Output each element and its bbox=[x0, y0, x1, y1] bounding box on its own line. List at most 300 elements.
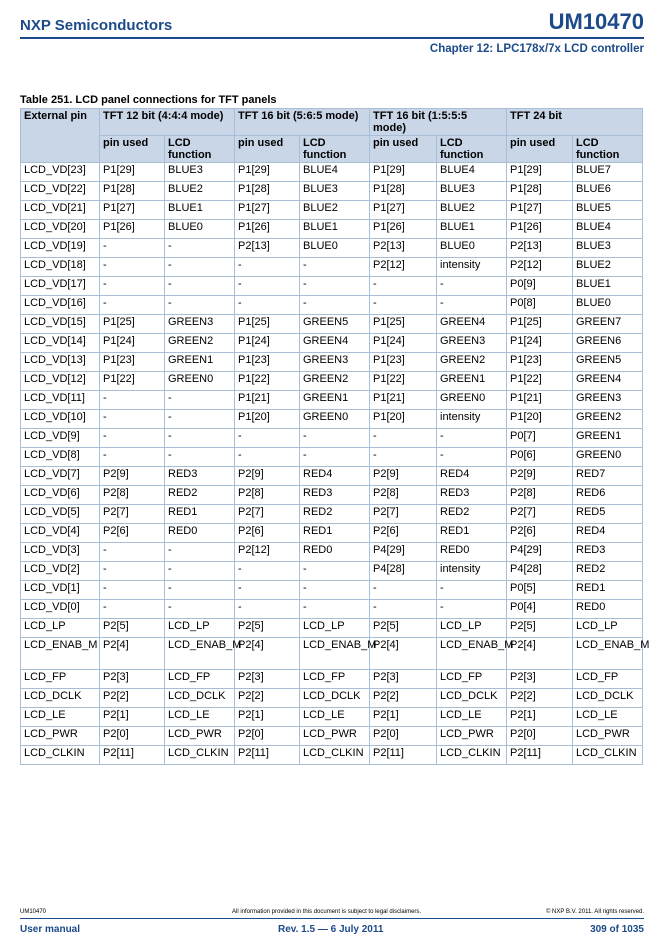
lcd-function-cell: RED1 bbox=[300, 524, 370, 543]
lcd-function-cell: GREEN1 bbox=[165, 353, 235, 372]
lcd-function-cell: LCD_LE bbox=[573, 708, 643, 727]
document-id: UM10470 bbox=[548, 9, 644, 34]
pin-used-cell: P0[8] bbox=[507, 296, 573, 315]
pin-used-cell: P2[7] bbox=[235, 505, 300, 524]
pin-used-cell: P1[27] bbox=[100, 201, 165, 220]
lcd-function-cell: LCD_FP bbox=[165, 670, 235, 689]
lcd-function-cell: GREEN2 bbox=[300, 372, 370, 391]
pin-used-cell: P2[11] bbox=[370, 746, 437, 765]
pin-used-cell: P2[3] bbox=[370, 670, 437, 689]
table-row bbox=[21, 410, 643, 429]
pin-used-cell: P2[11] bbox=[507, 746, 573, 765]
pin-used-cell: P2[12] bbox=[235, 543, 300, 562]
pin-used-cell: - bbox=[100, 391, 165, 410]
pin-used-cell: P2[0] bbox=[235, 727, 300, 746]
lcd-function-cell: intensity bbox=[437, 562, 507, 581]
lcd-function-cell: GREEN7 bbox=[573, 315, 643, 334]
lcd-function-cell: RED0 bbox=[165, 524, 235, 543]
pin-used-cell: P2[5] bbox=[370, 619, 437, 638]
pin-used-cell: - bbox=[370, 296, 437, 315]
pin-used-cell: - bbox=[235, 448, 300, 467]
lcd-function-cell: BLUE3 bbox=[300, 182, 370, 201]
pin-used-cell: P2[6] bbox=[370, 524, 437, 543]
pin-used-cell: P1[23] bbox=[100, 353, 165, 372]
lcd-function-cell: BLUE2 bbox=[300, 201, 370, 220]
table-row bbox=[21, 353, 643, 372]
table-row bbox=[21, 505, 643, 524]
table-row bbox=[21, 277, 643, 296]
pin-used-cell: P0[9] bbox=[507, 277, 573, 296]
pin-used-cell: P1[24] bbox=[235, 334, 300, 353]
pin-used-cell: - bbox=[370, 581, 437, 600]
pin-used-cell: P2[1] bbox=[370, 708, 437, 727]
pin-used-cell: P2[0] bbox=[370, 727, 437, 746]
lcd-function-cell: LCD_FP bbox=[573, 670, 643, 689]
pin-used-cell: - bbox=[100, 410, 165, 429]
lcd-function-cell: - bbox=[165, 448, 235, 467]
external-pin-cell: LCD_ENAB_M bbox=[21, 638, 100, 670]
pin-used-cell: - bbox=[100, 448, 165, 467]
lcd-function-cell: GREEN4 bbox=[437, 315, 507, 334]
lcd-function-cell: LCD_DCLK bbox=[300, 689, 370, 708]
lcd-function-cell: - bbox=[165, 600, 235, 619]
lcd-function-cell: GREEN4 bbox=[300, 334, 370, 353]
lcd-function-cell: BLUE0 bbox=[165, 220, 235, 239]
lcd-function-cell: RED0 bbox=[437, 543, 507, 562]
pin-used-cell: P2[13] bbox=[235, 239, 300, 258]
pin-used-cell: P2[6] bbox=[507, 524, 573, 543]
lcd-function-cell: RED2 bbox=[300, 505, 370, 524]
lcd-function-cell: RED2 bbox=[437, 505, 507, 524]
pin-used-cell: P2[3] bbox=[235, 670, 300, 689]
footer-copyright: © NXP B.V. 2011. All rights reserved. bbox=[545, 909, 644, 915]
pin-used-cell: - bbox=[100, 600, 165, 619]
pin-used-cell: P1[23] bbox=[235, 353, 300, 372]
lcd-function-cell: RED7 bbox=[573, 467, 643, 486]
table-row bbox=[21, 258, 643, 277]
lcd-function-cell: RED0 bbox=[573, 600, 643, 619]
external-pin-cell: LCD_VD[23] bbox=[21, 163, 100, 182]
pin-used-cell: P1[21] bbox=[507, 391, 573, 410]
lcd-function-cell: - bbox=[165, 543, 235, 562]
table-row bbox=[21, 201, 643, 220]
pin-used-cell: P1[26] bbox=[507, 220, 573, 239]
lcd-function-cell: BLUE1 bbox=[573, 277, 643, 296]
lcd-function-cell: - bbox=[300, 296, 370, 315]
header-rule bbox=[20, 37, 644, 39]
pin-used-cell: - bbox=[100, 429, 165, 448]
lcd-function-cell: - bbox=[165, 429, 235, 448]
lcd-function-cell: LCD_ENAB_M bbox=[300, 638, 370, 670]
subheader-pin-used: pin used bbox=[507, 136, 573, 163]
external-pin-cell: LCD_VD[0] bbox=[21, 600, 100, 619]
lcd-function-cell: - bbox=[165, 277, 235, 296]
company-name: NXP Semiconductors bbox=[20, 17, 173, 34]
lcd-function-cell: LCD_PWR bbox=[573, 727, 643, 746]
pin-used-cell: P2[2] bbox=[100, 689, 165, 708]
lcd-function-cell: GREEN1 bbox=[437, 372, 507, 391]
table-row bbox=[21, 182, 643, 201]
pin-used-cell: - bbox=[100, 239, 165, 258]
lcd-function-cell: BLUE1 bbox=[437, 220, 507, 239]
pin-used-cell: P1[20] bbox=[507, 410, 573, 429]
pin-used-cell: P1[26] bbox=[235, 220, 300, 239]
lcd-function-cell: BLUE1 bbox=[300, 220, 370, 239]
lcd-function-cell: LCD_CLKIN bbox=[437, 746, 507, 765]
table-row bbox=[21, 562, 643, 581]
pin-used-cell: P2[9] bbox=[235, 467, 300, 486]
pin-used-cell: P2[5] bbox=[235, 619, 300, 638]
header-external-pin: External pin bbox=[21, 109, 100, 163]
pin-used-cell: P1[24] bbox=[100, 334, 165, 353]
lcd-function-cell: - bbox=[300, 448, 370, 467]
pin-used-cell: P2[3] bbox=[100, 670, 165, 689]
pin-used-cell: P2[5] bbox=[100, 619, 165, 638]
pin-used-cell: P1[22] bbox=[507, 372, 573, 391]
external-pin-cell: LCD_VD[15] bbox=[21, 315, 100, 334]
header-tft12: TFT 12 bit (4:4:4 mode) bbox=[100, 109, 235, 136]
lcd-function-cell: GREEN1 bbox=[300, 391, 370, 410]
lcd-function-cell: LCD_DCLK bbox=[573, 689, 643, 708]
lcd-function-cell: LCD_PWR bbox=[437, 727, 507, 746]
pin-used-cell: P2[7] bbox=[100, 505, 165, 524]
lcd-function-cell: GREEN3 bbox=[165, 315, 235, 334]
pin-used-cell: P0[5] bbox=[507, 581, 573, 600]
pin-used-cell: P2[1] bbox=[100, 708, 165, 727]
external-pin-cell: LCD_VD[22] bbox=[21, 182, 100, 201]
lcd-function-cell: BLUE2 bbox=[165, 182, 235, 201]
external-pin-cell: LCD_VD[5] bbox=[21, 505, 100, 524]
lcd-function-cell: RED2 bbox=[165, 486, 235, 505]
external-pin-cell: LCD_LP bbox=[21, 619, 100, 638]
lcd-function-cell: intensity bbox=[437, 410, 507, 429]
pin-used-cell: P2[1] bbox=[235, 708, 300, 727]
lcd-function-cell: GREEN0 bbox=[165, 372, 235, 391]
lcd-function-cell: BLUE3 bbox=[437, 182, 507, 201]
lcd-function-cell: RED3 bbox=[573, 543, 643, 562]
lcd-function-cell: GREEN2 bbox=[573, 410, 643, 429]
external-pin-cell: LCD_VD[14] bbox=[21, 334, 100, 353]
pin-used-cell: P1[23] bbox=[507, 353, 573, 372]
external-pin-cell: LCD_VD[7] bbox=[21, 467, 100, 486]
lcd-function-cell: BLUE0 bbox=[573, 296, 643, 315]
pin-used-cell: P2[0] bbox=[100, 727, 165, 746]
lcd-function-cell: LCD_CLKIN bbox=[573, 746, 643, 765]
table-row bbox=[21, 448, 643, 467]
lcd-function-cell: - bbox=[437, 448, 507, 467]
table-row bbox=[21, 638, 643, 670]
external-pin-cell: LCD_PWR bbox=[21, 727, 100, 746]
pin-used-cell: P4[28] bbox=[507, 562, 573, 581]
lcd-function-cell: GREEN1 bbox=[573, 429, 643, 448]
lcd-function-cell: BLUE5 bbox=[573, 201, 643, 220]
pin-used-cell: P2[4] bbox=[235, 638, 300, 670]
lcd-function-cell: GREEN3 bbox=[437, 334, 507, 353]
pin-used-cell: P1[25] bbox=[507, 315, 573, 334]
table-row bbox=[21, 163, 643, 182]
pin-used-cell: P1[22] bbox=[370, 372, 437, 391]
external-pin-cell: LCD_VD[6] bbox=[21, 486, 100, 505]
lcd-pin-table bbox=[20, 108, 650, 765]
lcd-function-cell: LCD_DCLK bbox=[437, 689, 507, 708]
pin-used-cell: P4[29] bbox=[370, 543, 437, 562]
header-tft16-565: TFT 16 bit (5:6:5 mode) bbox=[235, 109, 370, 136]
pin-used-cell: P1[25] bbox=[235, 315, 300, 334]
pin-used-cell: P2[0] bbox=[507, 727, 573, 746]
lcd-function-cell: BLUE4 bbox=[573, 220, 643, 239]
external-pin-cell: LCD_VD[21] bbox=[21, 201, 100, 220]
lcd-function-cell: - bbox=[165, 391, 235, 410]
lcd-function-cell: - bbox=[165, 239, 235, 258]
pin-used-cell: P2[2] bbox=[235, 689, 300, 708]
pin-used-cell: P1[29] bbox=[235, 163, 300, 182]
table-row bbox=[21, 467, 643, 486]
pin-used-cell: P1[22] bbox=[235, 372, 300, 391]
lcd-function-cell: - bbox=[165, 296, 235, 315]
pin-used-cell: P1[22] bbox=[100, 372, 165, 391]
pin-used-cell: P2[9] bbox=[370, 467, 437, 486]
external-pin-cell: LCD_DCLK bbox=[21, 689, 100, 708]
pin-used-cell: P2[11] bbox=[235, 746, 300, 765]
pin-used-cell: - bbox=[100, 258, 165, 277]
lcd-function-cell: LCD_LE bbox=[437, 708, 507, 727]
pin-used-cell: P2[6] bbox=[100, 524, 165, 543]
header-row-modes bbox=[21, 109, 643, 136]
table-row bbox=[21, 670, 643, 689]
pin-used-cell: P1[24] bbox=[370, 334, 437, 353]
lcd-function-cell: LCD_CLKIN bbox=[300, 746, 370, 765]
lcd-function-cell: - bbox=[437, 429, 507, 448]
pin-used-cell: P2[6] bbox=[235, 524, 300, 543]
lcd-function-cell: LCD_PWR bbox=[165, 727, 235, 746]
pin-used-cell: - bbox=[370, 429, 437, 448]
pin-used-cell: - bbox=[235, 562, 300, 581]
pin-used-cell: P2[3] bbox=[507, 670, 573, 689]
footer-rule bbox=[20, 918, 644, 919]
pin-used-cell: P2[5] bbox=[507, 619, 573, 638]
lcd-function-cell: GREEN0 bbox=[300, 410, 370, 429]
lcd-function-cell: BLUE0 bbox=[300, 239, 370, 258]
pin-used-cell: P1[26] bbox=[370, 220, 437, 239]
pin-used-cell: P2[1] bbox=[507, 708, 573, 727]
lcd-function-cell: LCD_LE bbox=[300, 708, 370, 727]
pin-used-cell: P4[29] bbox=[507, 543, 573, 562]
table-row bbox=[21, 600, 643, 619]
lcd-function-cell: BLUE1 bbox=[165, 201, 235, 220]
pin-used-cell: P1[29] bbox=[507, 163, 573, 182]
subheader-lcd-function: LCD function bbox=[165, 136, 235, 163]
table-body bbox=[21, 163, 650, 765]
external-pin-cell: LCD_VD[17] bbox=[21, 277, 100, 296]
pin-used-cell: P1[28] bbox=[370, 182, 437, 201]
pin-used-cell: P0[7] bbox=[507, 429, 573, 448]
lcd-function-cell: RED5 bbox=[573, 505, 643, 524]
lcd-function-cell: RED0 bbox=[300, 543, 370, 562]
lcd-function-cell: - bbox=[300, 581, 370, 600]
subheader-pin-used: pin used bbox=[370, 136, 437, 163]
pin-used-cell: - bbox=[235, 581, 300, 600]
lcd-function-cell: - bbox=[300, 258, 370, 277]
header-tft16-1555: TFT 16 bit (1:5:5:5 mode) bbox=[370, 109, 507, 136]
lcd-function-cell: RED6 bbox=[573, 486, 643, 505]
pin-used-cell: P4[28] bbox=[370, 562, 437, 581]
lcd-function-cell: LCD_ENAB_M bbox=[437, 638, 507, 670]
lcd-function-cell: LCD_FP bbox=[437, 670, 507, 689]
pin-used-cell: - bbox=[235, 258, 300, 277]
lcd-function-cell: GREEN2 bbox=[165, 334, 235, 353]
external-pin-cell: LCD_VD[10] bbox=[21, 410, 100, 429]
pin-used-cell: P1[20] bbox=[235, 410, 300, 429]
pin-used-cell: P1[27] bbox=[507, 201, 573, 220]
table-row bbox=[21, 429, 643, 448]
pin-used-cell: - bbox=[235, 600, 300, 619]
lcd-function-cell: BLUE2 bbox=[573, 258, 643, 277]
lcd-function-cell: - bbox=[165, 562, 235, 581]
lcd-function-cell: GREEN6 bbox=[573, 334, 643, 353]
external-pin-cell: LCD_VD[9] bbox=[21, 429, 100, 448]
lcd-function-cell: LCD_ENAB_M bbox=[165, 638, 235, 670]
lcd-function-cell: RED4 bbox=[300, 467, 370, 486]
pin-used-cell: P1[27] bbox=[235, 201, 300, 220]
lcd-function-cell: GREEN0 bbox=[437, 391, 507, 410]
lcd-function-cell: RED1 bbox=[437, 524, 507, 543]
external-pin-cell: LCD_VD[12] bbox=[21, 372, 100, 391]
external-pin-cell: LCD_FP bbox=[21, 670, 100, 689]
pin-used-cell: P2[2] bbox=[507, 689, 573, 708]
lcd-function-cell: - bbox=[437, 296, 507, 315]
lcd-function-cell: RED3 bbox=[437, 486, 507, 505]
subheader-pin-used: pin used bbox=[235, 136, 300, 163]
lcd-function-cell: RED4 bbox=[573, 524, 643, 543]
table-row bbox=[21, 689, 643, 708]
pin-used-cell: - bbox=[235, 429, 300, 448]
pin-used-cell: P2[4] bbox=[370, 638, 437, 670]
pin-used-cell: P1[20] bbox=[370, 410, 437, 429]
lcd-function-cell: LCD_DCLK bbox=[165, 689, 235, 708]
table-row bbox=[21, 746, 643, 765]
external-pin-cell: LCD_VD[2] bbox=[21, 562, 100, 581]
table-row bbox=[21, 543, 643, 562]
external-pin-cell: LCD_VD[13] bbox=[21, 353, 100, 372]
pin-used-cell: - bbox=[100, 581, 165, 600]
lcd-function-cell: GREEN3 bbox=[300, 353, 370, 372]
lcd-function-cell: - bbox=[300, 429, 370, 448]
external-pin-cell: LCD_VD[3] bbox=[21, 543, 100, 562]
pin-used-cell: P1[28] bbox=[100, 182, 165, 201]
lcd-function-cell: - bbox=[165, 410, 235, 429]
header-tft24: TFT 24 bit bbox=[507, 109, 643, 136]
lcd-function-cell: RED3 bbox=[300, 486, 370, 505]
lcd-function-cell: RED1 bbox=[573, 581, 643, 600]
external-pin-cell: LCD_LE bbox=[21, 708, 100, 727]
lcd-function-cell: GREEN5 bbox=[573, 353, 643, 372]
lcd-function-cell: - bbox=[300, 600, 370, 619]
table-row bbox=[21, 334, 643, 353]
lcd-function-cell: BLUE3 bbox=[165, 163, 235, 182]
lcd-function-cell: GREEN0 bbox=[573, 448, 643, 467]
pin-used-cell: P1[27] bbox=[370, 201, 437, 220]
lcd-function-cell: LCD_PWR bbox=[300, 727, 370, 746]
external-pin-cell: LCD_VD[16] bbox=[21, 296, 100, 315]
lcd-function-cell: LCD_LP bbox=[437, 619, 507, 638]
pin-used-cell: P0[6] bbox=[507, 448, 573, 467]
pin-used-cell: P1[29] bbox=[370, 163, 437, 182]
subheader-lcd-function: LCD function bbox=[300, 136, 370, 163]
lcd-function-cell: GREEN4 bbox=[573, 372, 643, 391]
pin-used-cell: P2[4] bbox=[100, 638, 165, 670]
pin-used-cell: P1[21] bbox=[370, 391, 437, 410]
pin-used-cell: - bbox=[370, 277, 437, 296]
lcd-function-cell: BLUE2 bbox=[437, 201, 507, 220]
pin-used-cell: P1[24] bbox=[507, 334, 573, 353]
external-pin-cell: LCD_VD[1] bbox=[21, 581, 100, 600]
table-row bbox=[21, 486, 643, 505]
lcd-function-cell: - bbox=[437, 600, 507, 619]
pin-used-cell: - bbox=[100, 277, 165, 296]
pin-used-cell: P2[2] bbox=[370, 689, 437, 708]
external-pin-cell: LCD_VD[4] bbox=[21, 524, 100, 543]
pin-used-cell: P2[12] bbox=[370, 258, 437, 277]
pin-used-cell: P2[8] bbox=[235, 486, 300, 505]
lcd-function-cell: - bbox=[165, 581, 235, 600]
pin-used-cell: P1[21] bbox=[235, 391, 300, 410]
pin-used-cell: P1[26] bbox=[100, 220, 165, 239]
pin-used-cell: P1[28] bbox=[507, 182, 573, 201]
lcd-function-cell: BLUE7 bbox=[573, 163, 643, 182]
table-row bbox=[21, 239, 643, 258]
external-pin-cell: LCD_VD[11] bbox=[21, 391, 100, 410]
pin-used-cell: P2[8] bbox=[507, 486, 573, 505]
pin-used-cell: P1[25] bbox=[370, 315, 437, 334]
lcd-function-cell: BLUE4 bbox=[437, 163, 507, 182]
pin-used-cell: P2[9] bbox=[100, 467, 165, 486]
lcd-function-cell: GREEN2 bbox=[437, 353, 507, 372]
lcd-function-cell: BLUE0 bbox=[437, 239, 507, 258]
pin-used-cell: P1[29] bbox=[100, 163, 165, 182]
table-row bbox=[21, 315, 643, 334]
external-pin-cell: LCD_VD[18] bbox=[21, 258, 100, 277]
table-row bbox=[21, 524, 643, 543]
footer-doc-id: UM10470 bbox=[20, 909, 47, 915]
chapter-title: Chapter 12: LPC178x/7x LCD controller bbox=[429, 43, 644, 55]
pin-used-cell: P0[4] bbox=[507, 600, 573, 619]
lcd-function-cell: intensity bbox=[437, 258, 507, 277]
pin-used-cell: P2[12] bbox=[507, 258, 573, 277]
lcd-function-cell: - bbox=[437, 277, 507, 296]
lcd-function-cell: - bbox=[300, 562, 370, 581]
pin-used-cell: - bbox=[100, 296, 165, 315]
table-row bbox=[21, 391, 643, 410]
lcd-function-cell: GREEN5 bbox=[300, 315, 370, 334]
lcd-function-cell: - bbox=[165, 258, 235, 277]
pin-used-cell: - bbox=[100, 543, 165, 562]
pin-used-cell: P2[8] bbox=[370, 486, 437, 505]
lcd-function-cell: LCD_FP bbox=[300, 670, 370, 689]
footer-doc-type: User manual bbox=[20, 924, 81, 935]
table-row bbox=[21, 372, 643, 391]
subheader-lcd-function: LCD function bbox=[437, 136, 507, 163]
table-row bbox=[21, 296, 643, 315]
lcd-function-cell: LCD_LP bbox=[165, 619, 235, 638]
lcd-function-cell: LCD_CLKIN bbox=[165, 746, 235, 765]
subheader-pin-used: pin used bbox=[100, 136, 165, 163]
lcd-function-cell: RED1 bbox=[165, 505, 235, 524]
subheader-lcd-function: LCD function bbox=[573, 136, 643, 163]
pin-used-cell: P2[7] bbox=[507, 505, 573, 524]
footer-disclaimer: All information provided in this document is subject to legal disclaimers. bbox=[232, 909, 422, 915]
lcd-function-cell: BLUE3 bbox=[573, 239, 643, 258]
lcd-function-cell: LCD_LP bbox=[300, 619, 370, 638]
